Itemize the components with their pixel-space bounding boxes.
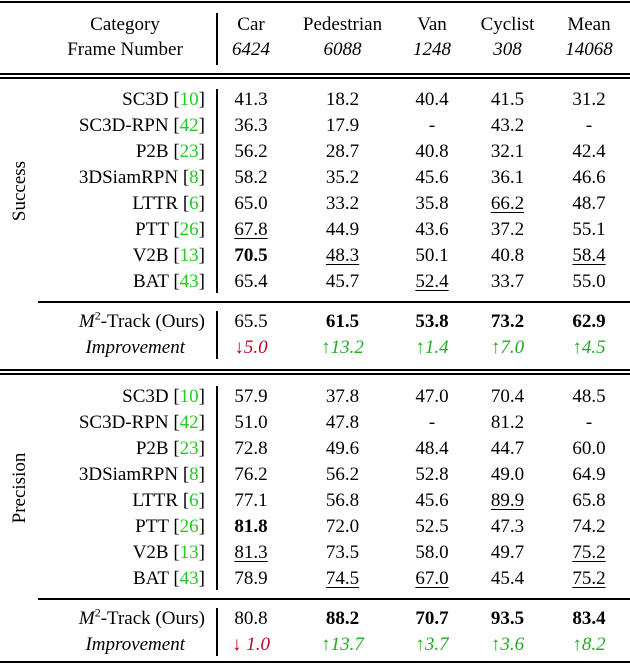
ours-method-name: [40, 309, 205, 335]
method-bracket: ]: [198, 89, 205, 110]
method-label: V2B [: [132, 245, 180, 266]
table-cell: [290, 165, 395, 191]
table-cell: [222, 269, 280, 295]
cell-value: 47.8: [325, 412, 360, 433]
header-category-label: Category: [90, 14, 160, 35]
cell-value: 52.8: [415, 464, 449, 485]
table-cell: [290, 269, 395, 295]
table-cell: [470, 269, 545, 295]
cell-value: 55.0: [572, 271, 606, 292]
citation-ref: 42: [179, 412, 199, 433]
cell-value: 56.2: [234, 141, 268, 162]
cell-value: 32.1: [490, 141, 525, 162]
method-bracket: ]: [198, 219, 205, 240]
cell-value: 36.1: [490, 167, 525, 188]
table-cell: [470, 243, 545, 269]
cell-value: 70.5: [234, 245, 268, 266]
cell-value: 45.7: [325, 271, 360, 292]
cell-value: 49.7: [490, 542, 525, 563]
method-name: [40, 410, 205, 436]
method-name: [40, 436, 205, 462]
ours-separator: [38, 598, 630, 600]
header-column-name: Pedestrian: [302, 14, 383, 35]
table-cell: [398, 462, 466, 488]
table-cell: [290, 436, 395, 462]
method-name: [40, 87, 205, 113]
table-cell: [550, 87, 628, 113]
table-cell: [290, 514, 395, 540]
cell-value: 56.2: [325, 464, 360, 485]
citation-ref: 10: [179, 89, 199, 110]
citation-ref: 26: [179, 219, 199, 240]
header-double-rule-1: [0, 73, 630, 75]
table-cell: [550, 566, 628, 592]
ours-cell: 70.7: [415, 608, 449, 629]
table-cell: [398, 488, 466, 514]
cell-value: 64.9: [572, 464, 606, 485]
cell-value: 42.4: [572, 141, 606, 162]
cell-value: 50.1: [415, 245, 449, 266]
ours-cell: 65.5: [234, 311, 268, 332]
table-cell: [470, 139, 545, 165]
table-cell: [470, 488, 545, 514]
header-double-rule-2: [0, 77, 630, 79]
table-cell: [290, 217, 395, 243]
table-cell: [398, 113, 466, 139]
cell-value: 48.5: [572, 386, 606, 407]
table-cell: [470, 462, 545, 488]
ours-method-superscript: 2: [94, 308, 101, 323]
cell-value: 70.4: [490, 386, 525, 407]
cell-value: 75.2: [572, 568, 606, 589]
header-column-name: Mean: [567, 14, 611, 35]
cell-value: 47.0: [415, 386, 449, 407]
cell-value: 28.7: [325, 141, 360, 162]
cell-value: 78.9: [234, 568, 268, 589]
cell-value: 81.8: [234, 516, 268, 537]
method-bracket: ]: [198, 542, 205, 563]
method-bracket: ]: [198, 245, 205, 266]
method-name: [40, 113, 205, 139]
cell-value: 45.4: [490, 568, 525, 589]
table-cell: [550, 410, 628, 436]
cell-value: 33.7: [490, 271, 525, 292]
header-frame-count: 1248: [413, 39, 451, 60]
cell-value: 81.2: [490, 412, 525, 433]
cell-value: 60.0: [572, 438, 606, 459]
citation-ref: 10: [179, 386, 199, 407]
ours-method-symbol: M: [78, 311, 95, 332]
citation-ref: 6: [189, 490, 199, 511]
cell-value: 43.6: [415, 219, 449, 240]
table-cell: [470, 566, 545, 592]
table-cell: [290, 113, 395, 139]
method-label: SC3D-RPN [: [78, 115, 180, 136]
citation-ref: 23: [179, 438, 199, 459]
table-cell: [222, 191, 280, 217]
cell-value: 37.2: [490, 219, 525, 240]
cell-value: 45.6: [415, 490, 449, 511]
method-bracket: ]: [198, 386, 205, 407]
table-cell: [290, 410, 395, 436]
ours-divider: [216, 311, 218, 359]
table-cell: [550, 436, 628, 462]
table-cell: [290, 191, 395, 217]
table-cell: [550, 165, 628, 191]
table-cell: [290, 488, 395, 514]
table-cell: [398, 540, 466, 566]
method-name: [40, 165, 205, 191]
cell-value: 58.4: [572, 245, 606, 266]
cell-value: 17.9: [325, 115, 360, 136]
method-name: [40, 566, 205, 592]
table-cell: [290, 540, 395, 566]
table-cell: [398, 566, 466, 592]
header-frame-number-label: Frame Number: [67, 39, 183, 60]
cell-value: 65.4: [234, 271, 268, 292]
method-label: SC3D [: [122, 386, 180, 407]
table-cell: [550, 488, 628, 514]
table-cell: [222, 243, 280, 269]
method-bracket: ]: [198, 464, 205, 485]
cell-value: -: [428, 412, 436, 433]
cell-value: 56.8: [325, 490, 360, 511]
ours-cell: 83.4: [572, 608, 606, 629]
header-frame-count: 14068: [565, 39, 613, 60]
method-label: PTT [: [135, 219, 180, 240]
table-cell: [290, 462, 395, 488]
method-name: [40, 462, 205, 488]
table-cell: [550, 269, 628, 295]
table-cell: [398, 217, 466, 243]
method-name: [40, 269, 205, 295]
cell-value: 49.0: [490, 464, 525, 485]
section-label: Success: [9, 160, 30, 222]
table-cell: [550, 540, 628, 566]
ours-divider: [216, 608, 218, 656]
method-divider: [216, 386, 218, 590]
improvement-cell: ↑3.7: [415, 634, 449, 655]
header-column-name: Cyclist: [480, 14, 535, 35]
cell-value: 74.2: [572, 516, 606, 537]
improvement-cell: ↑3.6: [490, 634, 525, 655]
table-cell: [222, 165, 280, 191]
cell-value: 43.2: [490, 115, 525, 136]
header-column-name: Car: [237, 14, 265, 35]
table-cell: [470, 87, 545, 113]
table-cell: [222, 462, 280, 488]
ours-method-suffix: -Track (Ours): [100, 311, 205, 332]
cell-value: 76.2: [234, 464, 268, 485]
improvement-cell: ↑13.7: [321, 634, 364, 655]
table-cell: [550, 191, 628, 217]
method-name: [40, 514, 205, 540]
cell-value: 57.9: [234, 386, 268, 407]
citation-ref: 23: [179, 141, 199, 162]
citation-ref: 8: [189, 464, 199, 485]
cell-value: 77.1: [234, 490, 268, 511]
cell-value: 18.2: [325, 89, 360, 110]
table-cell: [290, 384, 395, 410]
citation-ref: 6: [189, 193, 199, 214]
table-cell: [222, 514, 280, 540]
improvement-cell: ↓ 1.0: [232, 634, 270, 655]
ours-cell: 80.8: [234, 608, 268, 629]
cell-value: 48.7: [572, 193, 606, 214]
bottom-rule: [0, 661, 630, 663]
cell-value: 55.1: [572, 219, 606, 240]
cell-value: -: [585, 412, 593, 433]
cell-value: 72.8: [234, 438, 268, 459]
table-cell: [222, 139, 280, 165]
table-cell: [550, 217, 628, 243]
cell-value: 58.0: [415, 542, 449, 563]
table-cell: [398, 384, 466, 410]
cell-value: 33.2: [325, 193, 360, 214]
improvement-cell: ↓5.0: [234, 337, 268, 358]
citation-ref: 13: [179, 245, 199, 266]
ours-cell: 88.2: [325, 608, 360, 629]
table-cell: [222, 566, 280, 592]
table-cell: [222, 384, 280, 410]
table-cell: [398, 243, 466, 269]
cell-value: 89.9: [490, 490, 525, 511]
cell-value: 36.3: [234, 115, 268, 136]
table-cell: [470, 514, 545, 540]
table-cell: [222, 217, 280, 243]
improvement-cell: ↑13.2: [321, 337, 364, 358]
ours-method-symbol: M: [78, 608, 95, 629]
citation-ref: 26: [179, 516, 199, 537]
header-frame-count: 6088: [323, 39, 362, 60]
cell-value: -: [428, 115, 436, 136]
cell-value: 44.9: [325, 219, 360, 240]
method-label: PTT [: [135, 516, 180, 537]
table-cell: [470, 217, 545, 243]
header-frame-count: 308: [493, 39, 522, 60]
citation-ref: 43: [179, 271, 199, 292]
cell-value: -: [585, 115, 593, 136]
table-cell: [398, 514, 466, 540]
section-double-rule-2: [0, 373, 630, 375]
cell-value: 41.3: [234, 89, 268, 110]
table-cell: [398, 269, 466, 295]
method-label: 3DSiamRPN [: [78, 464, 190, 485]
method-label: BAT [: [133, 271, 180, 292]
cell-value: 51.0: [234, 412, 268, 433]
ours-cell: 62.9: [572, 311, 606, 332]
method-name: [40, 191, 205, 217]
table-cell: [222, 488, 280, 514]
table-cell: [398, 139, 466, 165]
cell-value: 58.2: [234, 167, 268, 188]
ours-separator: [38, 301, 630, 303]
method-label: LTTR [: [132, 490, 190, 511]
table-cell: [550, 243, 628, 269]
cell-value: 40.8: [490, 245, 525, 266]
cell-value: 65.0: [234, 193, 268, 214]
section-double-rule-1: [0, 369, 630, 371]
table-cell: [550, 139, 628, 165]
cell-value: 74.5: [325, 568, 360, 589]
table-cell: [550, 462, 628, 488]
table-cell: [222, 87, 280, 113]
table-cell: [470, 540, 545, 566]
cell-value: 52.5: [415, 516, 449, 537]
cell-value: 75.2: [572, 542, 606, 563]
table-cell: [470, 436, 545, 462]
method-bracket: ]: [198, 438, 205, 459]
header-column-name: Van: [417, 14, 447, 35]
method-name: [40, 540, 205, 566]
method-label: P2B [: [135, 438, 180, 459]
method-bracket: ]: [198, 516, 205, 537]
table-cell: [398, 191, 466, 217]
cell-value: 41.5: [490, 89, 525, 110]
table-cell: [550, 113, 628, 139]
method-bracket: ]: [198, 568, 205, 589]
cell-value: 45.6: [415, 167, 449, 188]
table-cell: [470, 113, 545, 139]
table-cell: [550, 514, 628, 540]
table-cell: [470, 191, 545, 217]
ours-cell: 53.8: [415, 311, 449, 332]
table-cell: [290, 87, 395, 113]
ours-method-name: [40, 606, 205, 632]
table-cell: [470, 384, 545, 410]
method-bracket: ]: [198, 115, 205, 136]
top-rule: [0, 1, 630, 3]
cell-value: 65.8: [572, 490, 606, 511]
table-cell: [222, 436, 280, 462]
improvement-cell: ↑7.0: [490, 337, 525, 358]
improvement-cell: ↑4.5: [572, 337, 606, 358]
method-name: [40, 488, 205, 514]
table-cell: [470, 165, 545, 191]
table-cell: [290, 139, 395, 165]
cell-value: 48.4: [415, 438, 449, 459]
method-label: 3DSiamRPN [: [78, 167, 190, 188]
improvement-cell: ↑8.2: [572, 634, 606, 655]
method-bracket: ]: [198, 193, 205, 214]
cell-value: 35.2: [325, 167, 360, 188]
table-cell: [550, 384, 628, 410]
table-cell: [398, 87, 466, 113]
ours-cell: 61.5: [325, 311, 360, 332]
cell-value: 35.8: [415, 193, 449, 214]
citation-ref: 13: [179, 542, 199, 563]
header-divider: [216, 13, 218, 65]
method-bracket: ]: [198, 490, 205, 511]
method-label: P2B [: [135, 141, 180, 162]
method-name: [40, 384, 205, 410]
cell-value: 52.4: [415, 271, 449, 292]
cell-value: 73.5: [325, 542, 360, 563]
method-label: BAT [: [133, 568, 180, 589]
cell-value: 44.7: [490, 438, 525, 459]
improvement-cell: ↑1.4: [415, 337, 449, 358]
improvement-label: Improvement: [85, 337, 185, 358]
method-name: [40, 217, 205, 243]
table-cell: [290, 566, 395, 592]
method-bracket: ]: [198, 412, 205, 433]
cell-value: 81.3: [234, 542, 268, 563]
cell-value: 72.0: [325, 516, 360, 537]
table-cell: [398, 436, 466, 462]
method-name: [40, 243, 205, 269]
cell-value: 67.0: [415, 568, 449, 589]
cell-value: 49.6: [325, 438, 360, 459]
method-label: LTTR [: [132, 193, 190, 214]
cell-value: 40.4: [415, 89, 449, 110]
method-label: V2B [: [132, 542, 180, 563]
header-frame-count: 6424: [232, 39, 270, 60]
table-cell: [398, 410, 466, 436]
ours-method-superscript: 2: [94, 605, 101, 620]
method-divider: [216, 89, 218, 293]
citation-ref: 43: [179, 568, 199, 589]
cell-value: 67.8: [234, 219, 268, 240]
cell-value: 31.2: [572, 89, 606, 110]
table-cell: [222, 113, 280, 139]
method-name: [40, 139, 205, 165]
method-bracket: ]: [198, 167, 205, 188]
cell-value: 46.6: [572, 167, 606, 188]
ours-cell: 73.2: [490, 311, 525, 332]
method-label: SC3D [: [122, 89, 180, 110]
method-bracket: ]: [198, 141, 205, 162]
ours-cell: 93.5: [490, 608, 525, 629]
cell-value: 37.8: [325, 386, 360, 407]
section-label: Precision: [9, 452, 30, 524]
cell-value: 66.2: [490, 193, 525, 214]
table-cell: [470, 410, 545, 436]
method-bracket: ]: [198, 271, 205, 292]
ours-method-suffix: -Track (Ours): [100, 608, 205, 629]
table-cell: [222, 410, 280, 436]
table-cell: [290, 243, 395, 269]
method-label: SC3D-RPN [: [78, 412, 180, 433]
cell-value: 47.3: [490, 516, 525, 537]
cell-value: 40.8: [415, 141, 449, 162]
improvement-label: Improvement: [85, 634, 185, 655]
cell-value: 48.3: [325, 245, 360, 266]
table-cell: [398, 165, 466, 191]
citation-ref: 42: [179, 115, 199, 136]
table-cell: [222, 540, 280, 566]
citation-ref: 8: [189, 167, 199, 188]
